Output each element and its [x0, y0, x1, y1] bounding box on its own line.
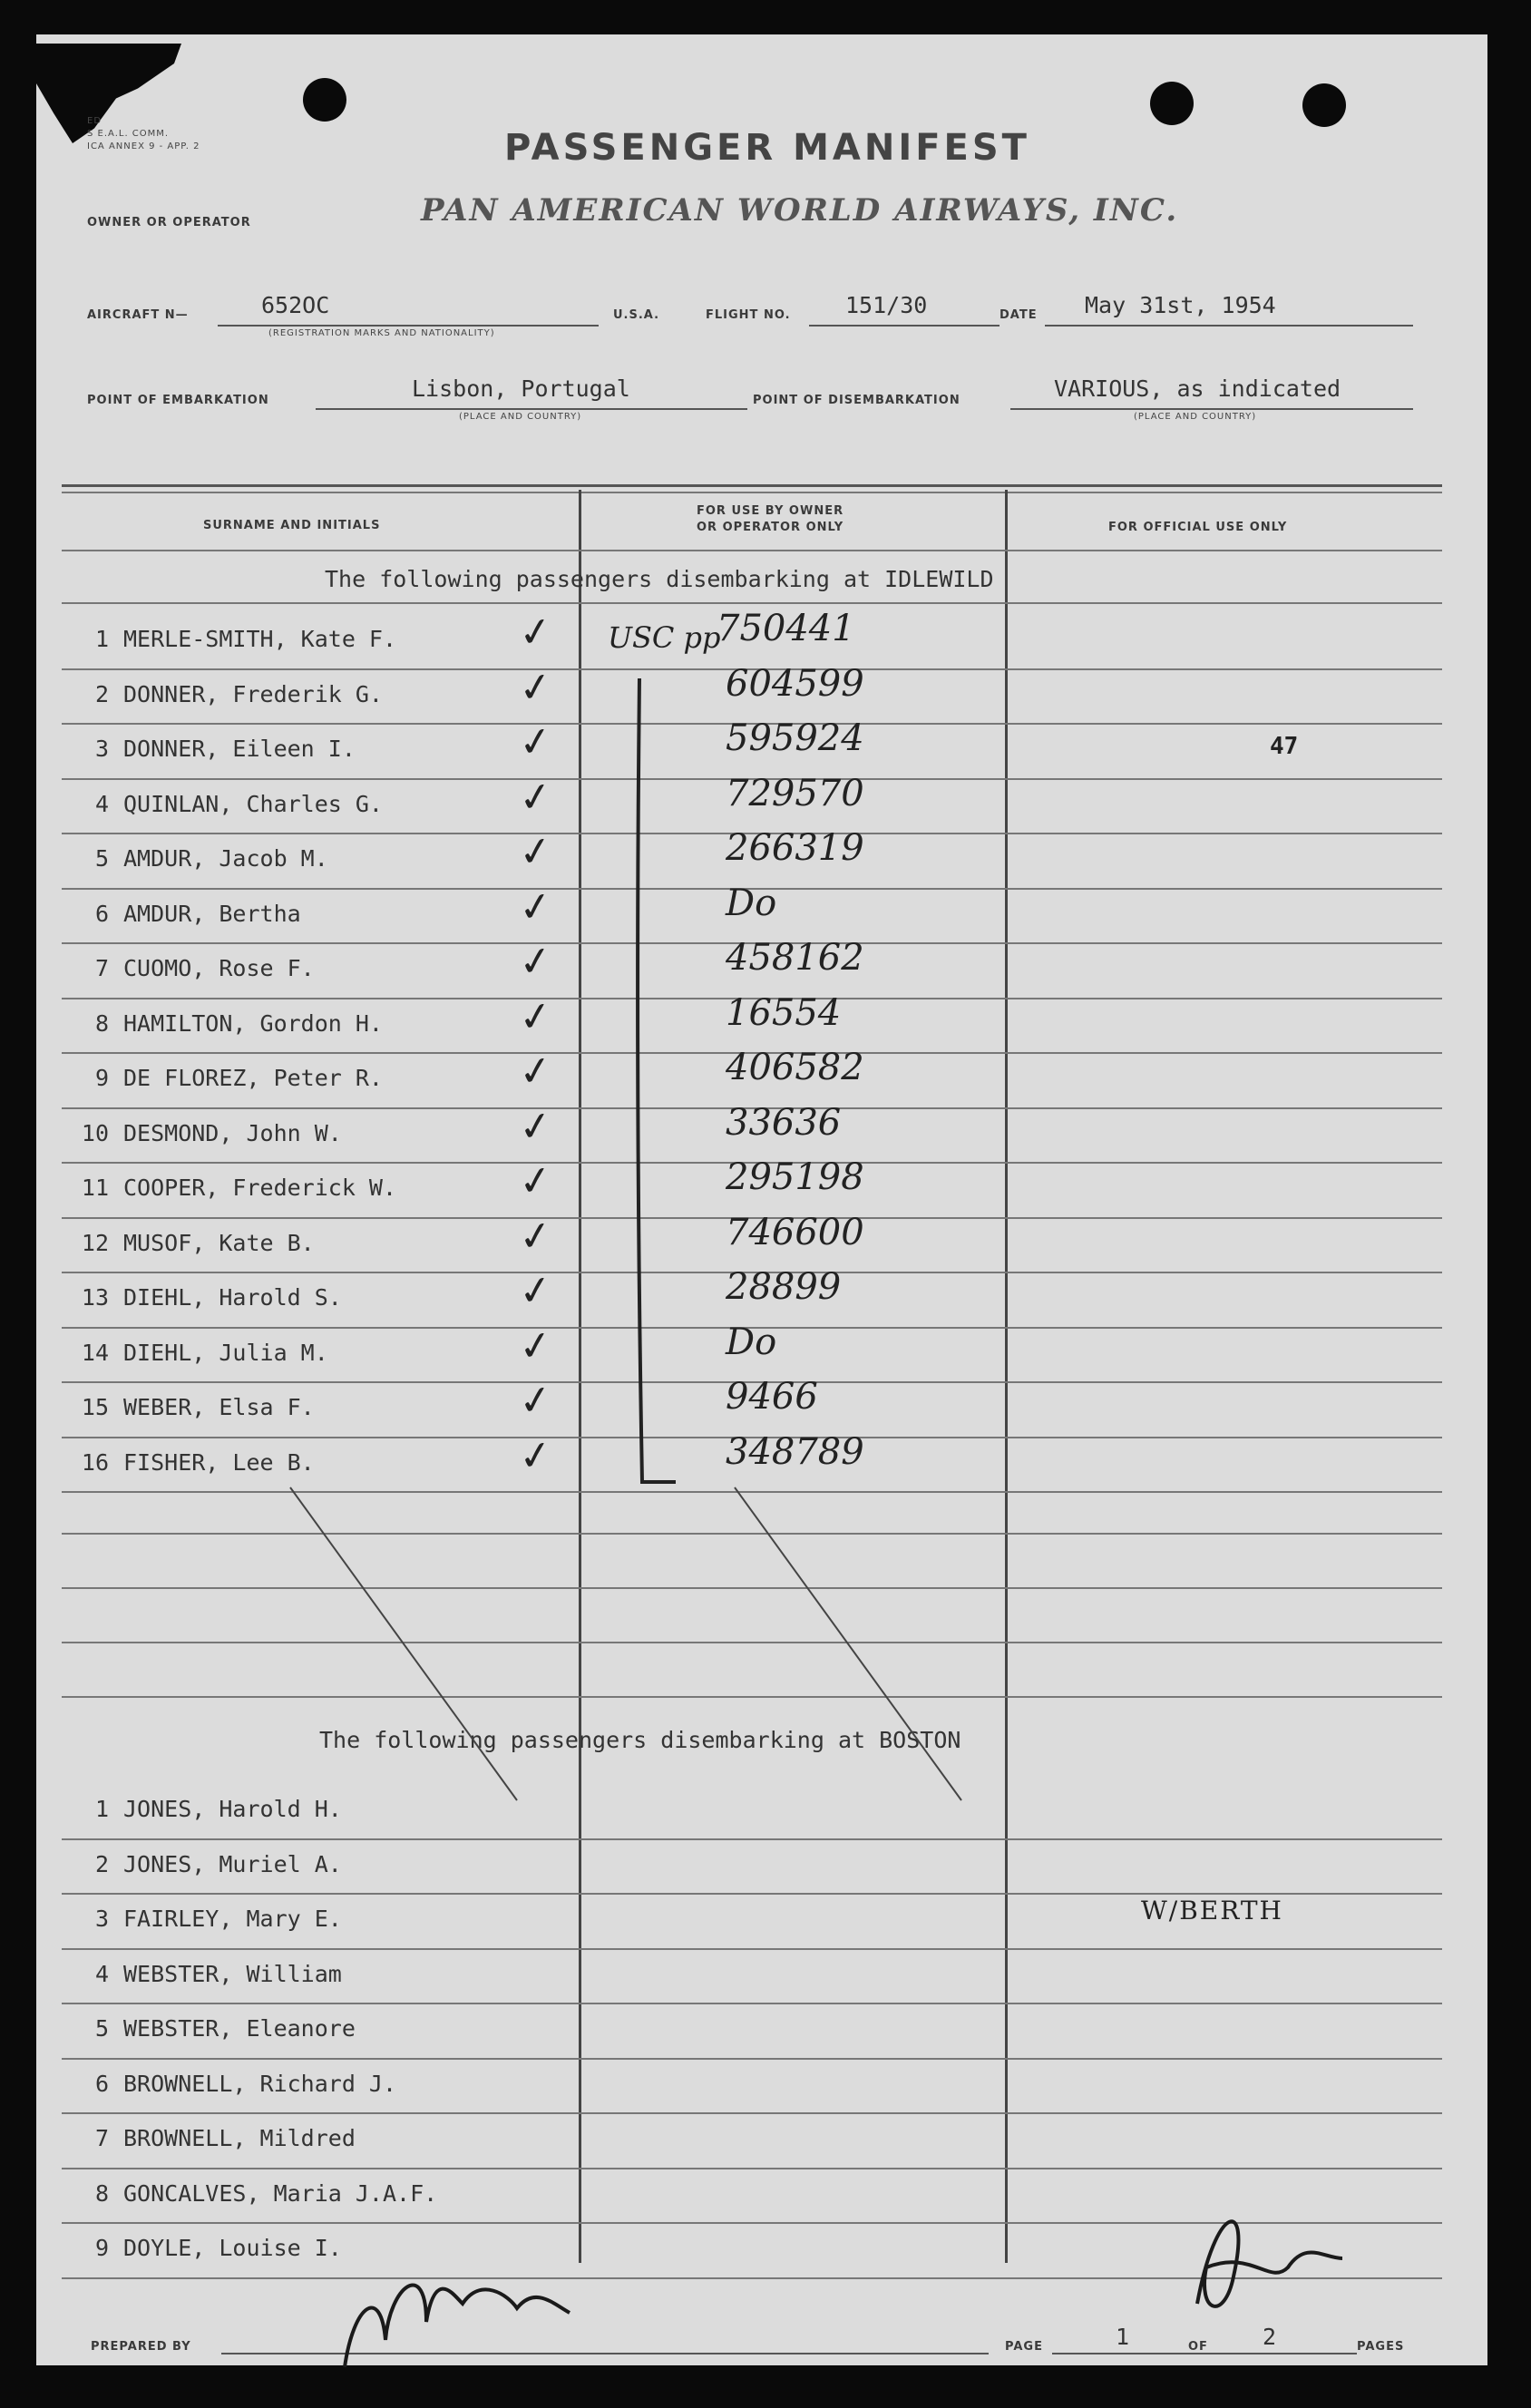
place-caption: (PLACE AND COUNTRY) — [459, 412, 582, 422]
owner-label: OWNER OR OPERATOR — [87, 216, 251, 229]
passport-number: 729570 — [726, 772, 864, 814]
row-number: 9 — [94, 2235, 109, 2261]
check-mark-icon: ✓ — [515, 1211, 556, 1262]
row-number: 15 — [81, 1394, 109, 1420]
row-number: 4 — [94, 1960, 109, 1987]
passenger-name: BROWNELL, Richard J. — [123, 2070, 397, 2097]
flight-value: 151/30 — [845, 292, 928, 318]
row-number: 7 — [94, 2125, 109, 2151]
passenger-name: AMDUR, Jacob M. — [123, 845, 328, 872]
section-destination: IDLEWILD — [884, 566, 994, 592]
row-number: 4 — [94, 790, 109, 817]
row-number: 16 — [81, 1448, 109, 1476]
passport-number: 28899 — [726, 1266, 842, 1308]
row-number: 10 — [81, 1119, 109, 1146]
check-mark-icon: ✓ — [515, 1375, 556, 1427]
aircraft-value: 652OC — [261, 292, 330, 318]
official-count: 47 — [1270, 733, 1299, 760]
check-mark-icon: ✓ — [515, 662, 556, 713]
flight-label: FLIGHT NO. — [706, 308, 791, 322]
page-label: PAGE — [1005, 2340, 1043, 2354]
passenger-name: FISHER, Lee B. — [123, 1448, 315, 1476]
corner-stamp-line: ED — [87, 116, 102, 126]
passenger-name: WEBSTER, Eleanore — [123, 2015, 356, 2042]
embarkation-value: Lisbon, Portugal — [412, 375, 630, 402]
row-number: 2 — [94, 1850, 109, 1877]
row-number: 8 — [94, 2179, 109, 2207]
passenger-name: MUSOF, Kate B. — [123, 1229, 315, 1256]
row-number: 3 — [94, 1906, 109, 1932]
row-number: 6 — [94, 900, 109, 927]
passport-number: 16554 — [726, 991, 842, 1034]
check-mark-icon: ✓ — [515, 936, 556, 988]
date-value: May 31st, 1954 — [1085, 292, 1276, 318]
check-mark-icon: ✓ — [515, 826, 556, 878]
check-mark-icon: ✓ — [515, 1155, 556, 1207]
company-name: PAN AMERICAN WORLD AIRWAYS, INC. — [421, 192, 1179, 229]
check-mark-icon: ✓ — [515, 1046, 556, 1097]
passport-number: 295198 — [726, 1156, 864, 1198]
passenger-name: JONES, Harold H. — [123, 1796, 342, 1822]
aircraft-label: AIRCRAFT N— — [87, 308, 189, 322]
check-mark-icon: ✓ — [515, 882, 556, 932]
passenger-name: DONNER, Frederik G. — [123, 680, 383, 707]
passport-number: 458162 — [726, 937, 864, 979]
row-number: 7 — [94, 955, 109, 981]
of-value: 2 — [1263, 2324, 1277, 2350]
passport-number: 266319 — [726, 827, 864, 869]
row-number: 5 — [94, 2015, 109, 2042]
row-number: 6 — [94, 2070, 109, 2097]
passenger-name: DONNER, Eileen I. — [123, 736, 356, 762]
row-number: 12 — [81, 1229, 109, 1256]
passenger-name: COOPER, Frederick W. — [123, 1175, 397, 1201]
passport-number: 595924 — [726, 717, 864, 759]
column-header-official: FOR OFFICIAL USE ONLY — [1108, 521, 1288, 534]
corner-stamp-line: S E.A.L. COMM. — [87, 129, 170, 139]
passenger-name: WEBER, Elsa F. — [123, 1394, 315, 1420]
passenger-name: GONCALVES, Maria J.A.F. — [123, 2179, 438, 2207]
row-number: 9 — [94, 1065, 109, 1091]
prepared-by-signature — [345, 2286, 570, 2367]
row-number: 8 — [94, 1009, 109, 1037]
column-header-surname: SURNAME AND INITIALS — [203, 519, 381, 532]
passenger-name: JONES, Muriel A. — [123, 1850, 342, 1877]
row-number: 11 — [81, 1175, 109, 1201]
passport-number: Do — [726, 882, 777, 924]
section-heading-text: The following passengers disembarking at — [319, 1727, 866, 1753]
passport-number: 746600 — [726, 1211, 864, 1253]
passenger-name: WEBSTER, William — [123, 1960, 342, 1987]
page-value: 1 — [1116, 2324, 1130, 2350]
row-number: 2 — [94, 680, 109, 707]
row-number: 3 — [94, 736, 109, 762]
strike-line — [290, 1487, 517, 1800]
official-note: W/BERTH — [1141, 1896, 1283, 1925]
row-number: 1 — [94, 626, 109, 652]
passenger-name: HAMILTON, Gordon H. — [123, 1009, 383, 1037]
row-number: 14 — [81, 1339, 109, 1366]
passenger-name: BROWNELL, Mildred — [123, 2125, 356, 2151]
usa-label: U.S.A. — [613, 308, 660, 322]
column-header-owner: FOR USE BY OWNER — [697, 504, 844, 518]
usc-note: USC pp — [608, 620, 721, 655]
check-mark-icon: ✓ — [515, 772, 556, 823]
passport-number: 750441 — [717, 608, 855, 649]
passenger-name: MERLE-SMITH, Kate F. — [123, 626, 397, 652]
check-mark-icon: ✓ — [515, 1265, 556, 1317]
passenger-name: DE FLOREZ, Peter R. — [123, 1065, 383, 1091]
section-destination: BOSTON — [879, 1727, 961, 1753]
handwritten-bracket — [638, 678, 676, 1482]
place-caption: (PLACE AND COUNTRY) — [1134, 412, 1257, 422]
corner-stamp-line: ICA ANNEX 9 - APP. 2 — [87, 141, 200, 151]
passport-number: 604599 — [726, 662, 864, 705]
passenger-name: DIEHL, Harold S. — [123, 1284, 342, 1311]
passenger-name: CUOMO, Rose F. — [123, 955, 315, 981]
prepared-by-label: PREPARED BY — [91, 2340, 191, 2354]
check-mark-icon: ✓ — [515, 607, 556, 658]
date-label: DATE — [1000, 308, 1038, 322]
passenger-name: DIEHL, Julia M. — [123, 1339, 328, 1366]
check-mark-icon: ✓ — [515, 1101, 556, 1152]
check-mark-icon: ✓ — [515, 717, 556, 768]
passport-number: 348789 — [726, 1430, 864, 1473]
section-heading-text: The following passengers disembarking at — [325, 566, 872, 592]
passenger-name: DESMOND, John W. — [123, 1119, 342, 1146]
check-mark-icon: ✓ — [515, 991, 556, 1042]
passport-number: 406582 — [726, 1047, 864, 1088]
passenger-name: DOYLE, Louise I. — [123, 2235, 342, 2261]
passport-number: 33636 — [726, 1101, 842, 1144]
passenger-name: QUINLAN, Charles G. — [123, 790, 383, 817]
registration-caption: (REGISTRATION MARKS AND NATIONALITY) — [268, 328, 495, 338]
row-number: 5 — [94, 845, 109, 872]
pages-label: PAGES — [1357, 2340, 1405, 2354]
disembarkation-label: POINT OF DISEMBARKATION — [753, 394, 961, 407]
passport-number: 9466 — [726, 1376, 818, 1418]
passenger-name: AMDUR, Bertha — [123, 900, 301, 927]
of-label: OF — [1188, 2340, 1208, 2354]
official-signature — [1197, 2221, 1342, 2306]
passenger-name: FAIRLEY, Mary E. — [123, 1906, 342, 1932]
form-title: PASSENGER MANIFEST — [504, 127, 1030, 169]
check-mark-icon: ✓ — [515, 1321, 556, 1371]
strike-line — [735, 1487, 961, 1800]
row-number: 13 — [81, 1284, 109, 1311]
disembarkation-value: VARIOUS, as indicated — [1054, 375, 1341, 402]
passport-number: Do — [726, 1321, 777, 1363]
check-mark-icon: ✓ — [515, 1430, 556, 1481]
embarkation-label: POINT OF EMBARKATION — [87, 394, 269, 407]
row-number: 1 — [94, 1796, 109, 1822]
column-header-owner: OR OPERATOR ONLY — [697, 521, 844, 534]
